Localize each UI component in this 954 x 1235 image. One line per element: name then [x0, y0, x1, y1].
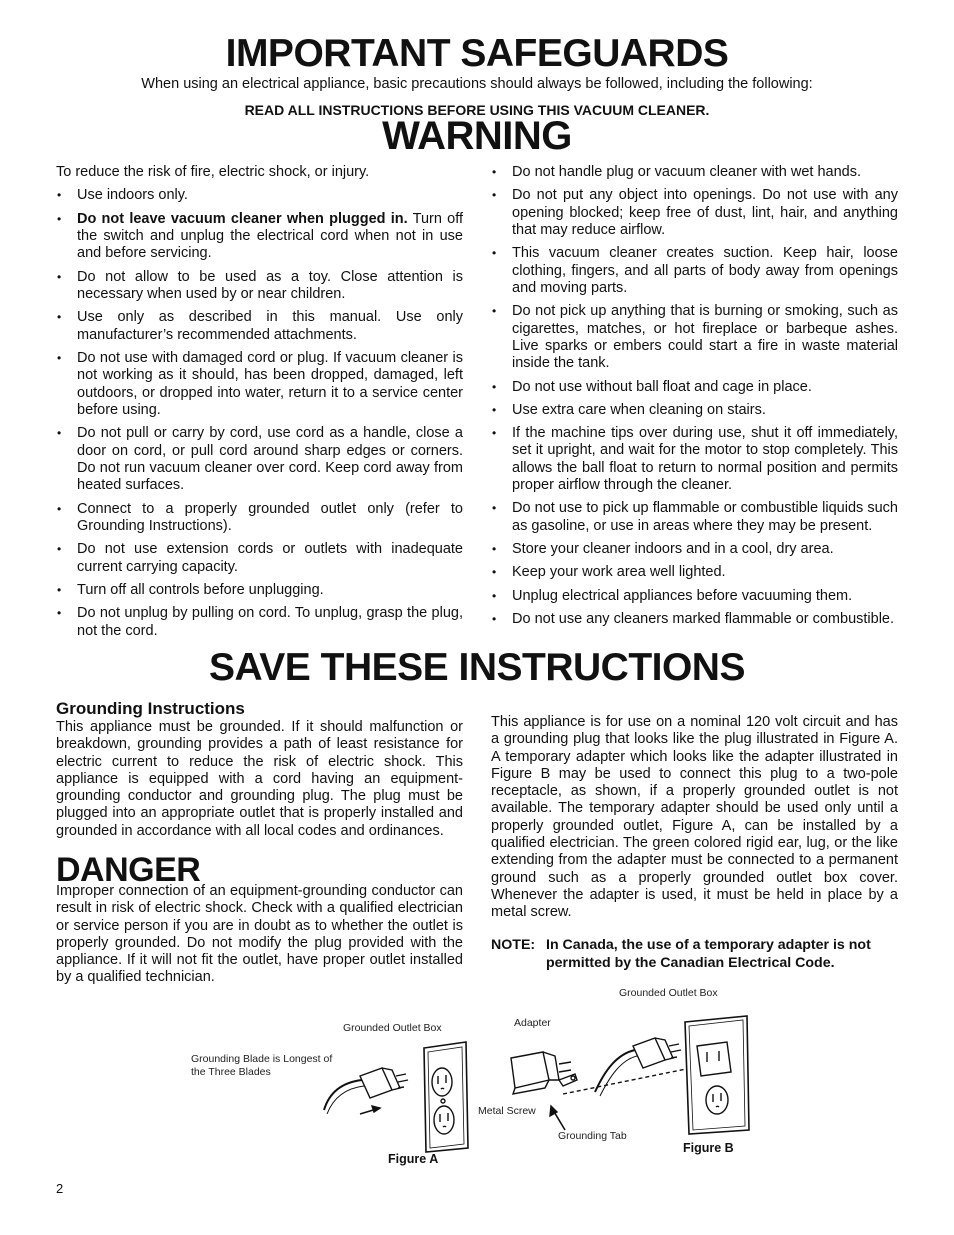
list-item: • Do not leave vacuum cleaner when plugged in. Turn off the switch and unplug the electrical cord when not in use and before servicing. — [56, 211, 463, 263]
list-item: • Use indoors only. — [56, 187, 463, 204]
list-item: • Do not use with damaged cord or plug. If vacuum cleaner is not working as it should, has been dropped, damaged, left outdoors, or dropped into water, return it to a service center before using. — [56, 350, 463, 420]
figure-b-label: Figure B — [683, 1141, 734, 1155]
list-item: • Do not handle plug or vacuum cleaner with wet hands. — [491, 164, 898, 181]
fig-a-outlet-caption: Grounded Outlet Box — [343, 1022, 442, 1034]
list-item: • Do not use extension cords or outlets with inadequate current carrying capacity. — [56, 541, 463, 576]
adapter-text: This appliance is for use on a nominal 120 volt circuit and has a grounding plug that looks like the plug illustrated in Figure A. A temporary adapter which looks like the adapter illustrated in Figure B may be used to connect this plug to a two-pole receptacle, as shown, if a properly grounded outlet is not available. The temporary adapter should be used only until a properly grounded outlet, Figure A, can be installed by a qualified electrician. The green colored rigid ear, lug, or the like extending from the adapter must be connected to a permanent ground such as a properly grounded outlet box cover. Whenever the adapter is used, it must be held in place by a metal screw. — [491, 714, 898, 921]
list-item: • Use extra care when cleaning on stairs. — [491, 402, 898, 419]
figure-a-label: Figure A — [388, 1152, 439, 1166]
warning-list-left — [56, 187, 463, 640]
canada-note — [491, 937, 911, 972]
warning-right-column — [491, 164, 898, 634]
danger-heading: DANGER — [56, 851, 201, 889]
list-item: • Do not use without ball float and cage in place. — [491, 379, 898, 396]
figure-b-illustration — [505, 1010, 765, 1140]
list-item: • Do not allow to be used as a toy. Close attention is necessary when used by or near children. — [56, 269, 463, 304]
warning-list-right — [491, 164, 898, 628]
danger-text: Improper connection of an equipment-grounding conductor can result in risk of electric shock. Check with a qualified electrician or service person if you are in doubt as to whether the outlet is properly grounded. Do not modify the plug provided with the appliance. If it will not fit the outlet, have proper outlet installed by a qualified technician. — [56, 883, 463, 986]
list-item: • Keep your work area well lighted. — [491, 564, 898, 581]
list-item: • Do not use any cleaners marked flammable or combustible. — [491, 611, 898, 628]
bold-lead: Do not leave vacuum cleaner when plugged in. — [77, 210, 408, 227]
grounding-heading: Grounding Instructions — [56, 699, 245, 718]
intro-text: When using an electrical appliance, basic precautions should always be followed, including the following: — [141, 76, 813, 92]
note-label: NOTE: — [491, 937, 536, 953]
figure-a-illustration — [320, 1040, 480, 1160]
warning-heading: WARNING — [382, 114, 572, 158]
list-item: • Do not unplug by pulling on cord. To unplug, grasp the plug, not the cord. — [56, 605, 463, 640]
fig-b-outlet-caption: Grounded Outlet Box — [619, 987, 718, 999]
page-number: 2 — [56, 1181, 64, 1196]
list-item: • Do not pick up anything that is burning or smoking, such as cigarettes, matches, or hot fireplace or barbeque ashes. Live sparks or embers could start a fire in waste material inside the tank. — [491, 303, 898, 373]
list-item: • Store your cleaner indoors and in a cool, dry area. — [491, 541, 898, 558]
read-all-notice: READ ALL INSTRUCTIONS BEFORE USING THIS VACUUM CLEANER. — [244, 102, 710, 118]
warning-left-column — [56, 164, 463, 646]
list-item: • Connect to a properly grounded outlet only (refer to Grounding Instructions). — [56, 501, 463, 536]
list-item: • Do not use to pick up flammable or combustible liquids such as gasoline, or use in areas where they may be present. — [491, 500, 898, 535]
grounding-text: This appliance must be grounded. If it should malfunction or breakdown, grounding provides a path of least resistance for electric current to reduce the risk of electric shock. This appliance is equipped with a cord having an equipment-grounding conductor and grounding plug. The plug must be plugged into an appropriate outlet that is properly installed and grounded in accordance with all local codes and ordinances. — [56, 719, 463, 839]
save-instructions-heading: SAVE THESE INSTRUCTIONS — [208, 646, 745, 689]
note-text: In Canada, the use of a temporary adapter is not permitted by the Canadian Electrical Code. — [546, 937, 871, 971]
warning-lead: To reduce the risk of fire, electric shock, or injury. — [56, 164, 370, 180]
fig-b-tab-caption: Grounding Tab — [558, 1130, 627, 1142]
list-item: • Do not put any object into openings. Do not use with any opening blocked; keep free of dust, lint, hair, and anything that may reduce airflow. — [491, 187, 898, 239]
list-item: • Do not pull or carry by cord, use cord as a handle, close a door on cord, or pull cord around sharp edges or corners. Do not run vacuum cleaner over cord. Keep cord away from heated surfaces. — [56, 425, 463, 495]
fig-a-blade-caption: Grounding Blade is Longest of the Three Blades — [191, 1053, 333, 1078]
list-item: • Turn off all controls before unplugging. — [56, 582, 463, 599]
list-item: • Unplug electrical appliances before vacuuming them. — [491, 588, 898, 605]
fig-b-screw-caption: Metal Screw — [478, 1105, 536, 1117]
fig-b-adapter-caption: Adapter — [514, 1017, 551, 1029]
list-item: • If the machine tips over during use, shut it off immediately, set it upright, and wait for the motor to stop completely. This allows the ball float to return to normal position and permits proper airflow through the cleaner. — [491, 425, 898, 495]
page-title: IMPORTANT SAFEGUARDS — [225, 32, 729, 75]
list-item: • Use only as described in this manual. Use only manufacturer’s recommended attachments. — [56, 309, 463, 344]
list-item: • This vacuum cleaner creates suction. Keep hair, loose clothing, fingers, and all parts of body away from openings and moving parts. — [491, 245, 898, 297]
